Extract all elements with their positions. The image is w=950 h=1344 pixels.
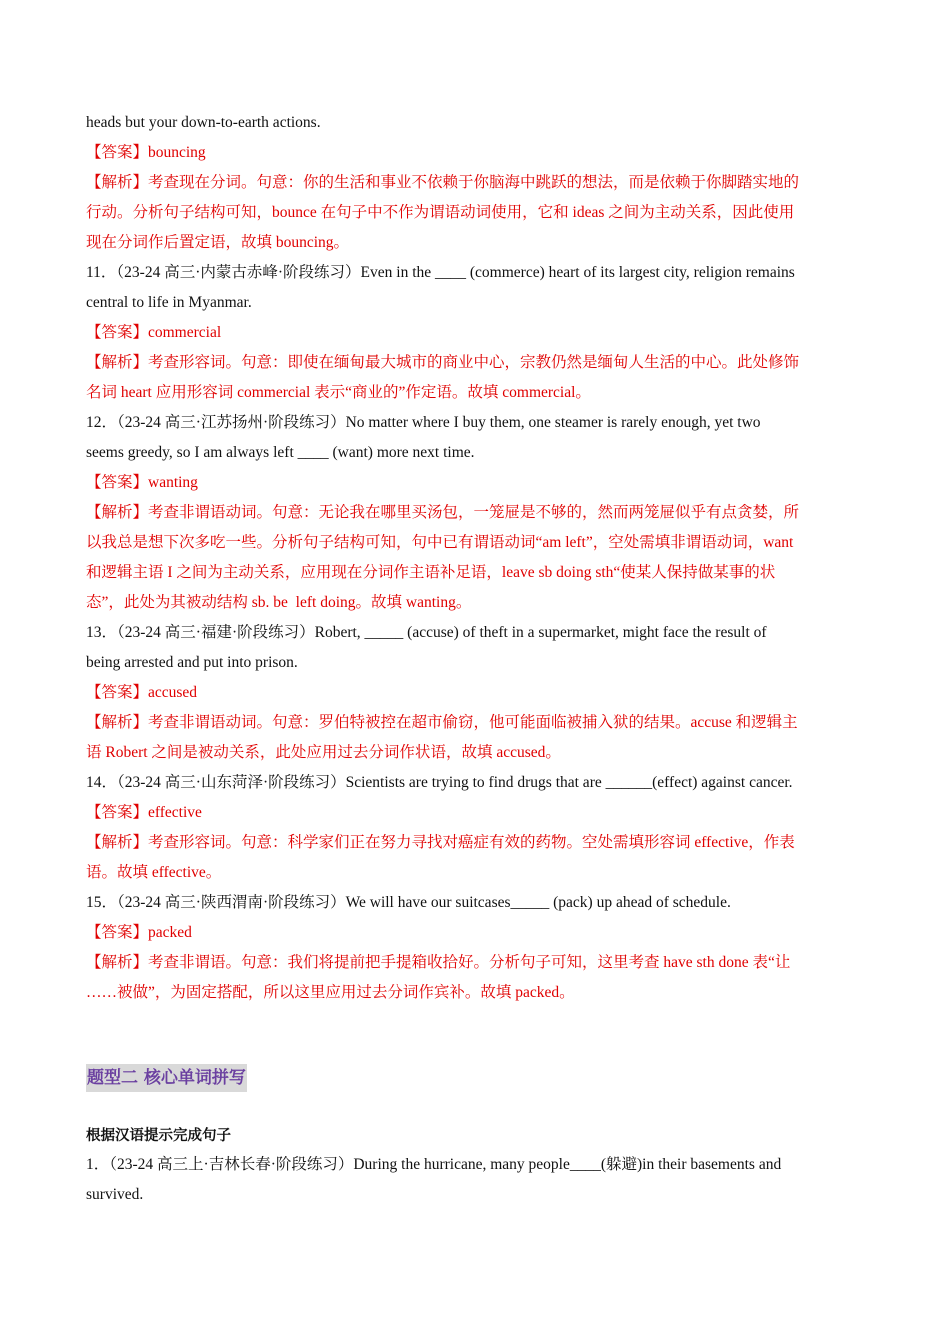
analysis-line: 【解析】考查非谓语动词。句意：罗伯特被控在超市偷窃，他可能面临被捕入狱的结果。accuse 和逻辑主 — [86, 714, 798, 731]
answer-line: 【答案】effective — [86, 804, 202, 821]
question-1-line: survived. — [86, 1186, 144, 1203]
document-body — [86, 108, 866, 1008]
question-13-cont: being arrested and put into prison. — [86, 654, 298, 671]
subheading: 根据汉语提示完成句子 — [86, 1128, 231, 1144]
question-1-line: 1．（23-24 高三上·吉林长春·阶段练习）During the hurricane, many people____(躲避)in their basements and — [86, 1156, 782, 1173]
question-1 — [86, 1150, 866, 1210]
text-line: heads but your down-to-earth actions. — [86, 114, 321, 131]
answer-line: 【答案】accused — [86, 684, 198, 701]
analysis-line: 【解析】考查非谓语动词。句意：无论我在哪里买汤包，一笼屉是不够的，然而两笼屉似乎有点贪婪，所 — [86, 504, 800, 521]
analysis-line: 现在分词作后置定语，故填 bouncing。 — [86, 234, 350, 251]
answer-line: 【答案】packed — [86, 924, 192, 941]
analysis-line: 【解析】考查形容词。句意：即使在缅甸最大城市的商业中心，宗教仍然是缅甸人生活的中心。此处修饰 — [86, 354, 800, 371]
answer-line: 【答案】wanting — [86, 474, 198, 491]
answer-line: 【答案】commercial — [86, 324, 222, 341]
question-15: 15．（23-24 高三·陕西渭南·阶段练习）We will have our suitcases_____ (pack) up ahead of schedule. — [86, 894, 731, 911]
question-14: 14．（23-24 高三·山东菏泽·阶段练习）Scientists are trying to find drugs that are ______(effect) against cancer. — [86, 774, 793, 791]
question-12-cont: seems greedy, so I am always left ____ (want) more next time. — [86, 444, 475, 461]
question-13: 13．（23-24 高三·福建·阶段练习）Robert, _____ (accuse) of theft in a supermarket, might face the result of — [86, 624, 767, 641]
analysis-line: 语。故填 effective。 — [86, 864, 222, 881]
section-title: 题型二 核心单词拼写 — [86, 1064, 247, 1092]
analysis-line: ……被做”，为固定搭配，所以这里应用过去分词作宾补。故填 packed。 — [86, 984, 575, 1001]
analysis-line: 态”，此处为其被动结构 sb. be left doing。故填 wanting。 — [86, 594, 472, 611]
analysis-line: 和逻辑主语 I 之间为主动关系，应用现在分词作主语补足语，leave sb doing sth“使某人保持做某事的状 — [86, 564, 776, 581]
analysis-line: 以我总是想下次多吃一些。分析句子结构可知，句中已有谓语动词“am left”，空处需填非谓语动词，want — [86, 534, 794, 551]
analysis-line: 【解析】考查现在分词。句意：你的生活和事业不依赖于你脑海中跳跃的想法，而是依赖于你脚踏实地的 — [86, 174, 800, 191]
question-11: 11．（23-24 高三·内蒙古赤峰·阶段练习）Even in the ____ (commerce) heart of its largest city, religion remains — [86, 264, 795, 281]
question-11-cont: central to life in Myanmar. — [86, 294, 252, 311]
analysis-line: 【解析】考查形容词。句意：科学家们正在努力寻找对癌症有效的药物。空处需填形容词 effective，作表 — [86, 834, 795, 851]
analysis-line: 【解析】考查非谓语。句意：我们将提前把手提箱收拾好。分析句子可知，这里考查 have sth done 表“让 — [86, 954, 791, 971]
answer-line: 【答案】bouncing — [86, 144, 206, 161]
question-12: 12．（23-24 高三·江苏扬州·阶段练习）No matter where I buy them, one steamer is rarely enough, yet two — [86, 414, 761, 431]
analysis-line: 名词 heart 应用形容词 commercial 表示“商业的”作定语。故填 commercial。 — [86, 384, 591, 401]
analysis-line: 行动。分析句子结构可知，bounce 在句子中不作为谓语动词使用，它和 ideas 之间为主动关系，因此使用 — [86, 204, 795, 221]
analysis-line: 语 Robert 之间是被动关系，此处应用过去分词作状语，故填 accused。 — [86, 744, 561, 761]
